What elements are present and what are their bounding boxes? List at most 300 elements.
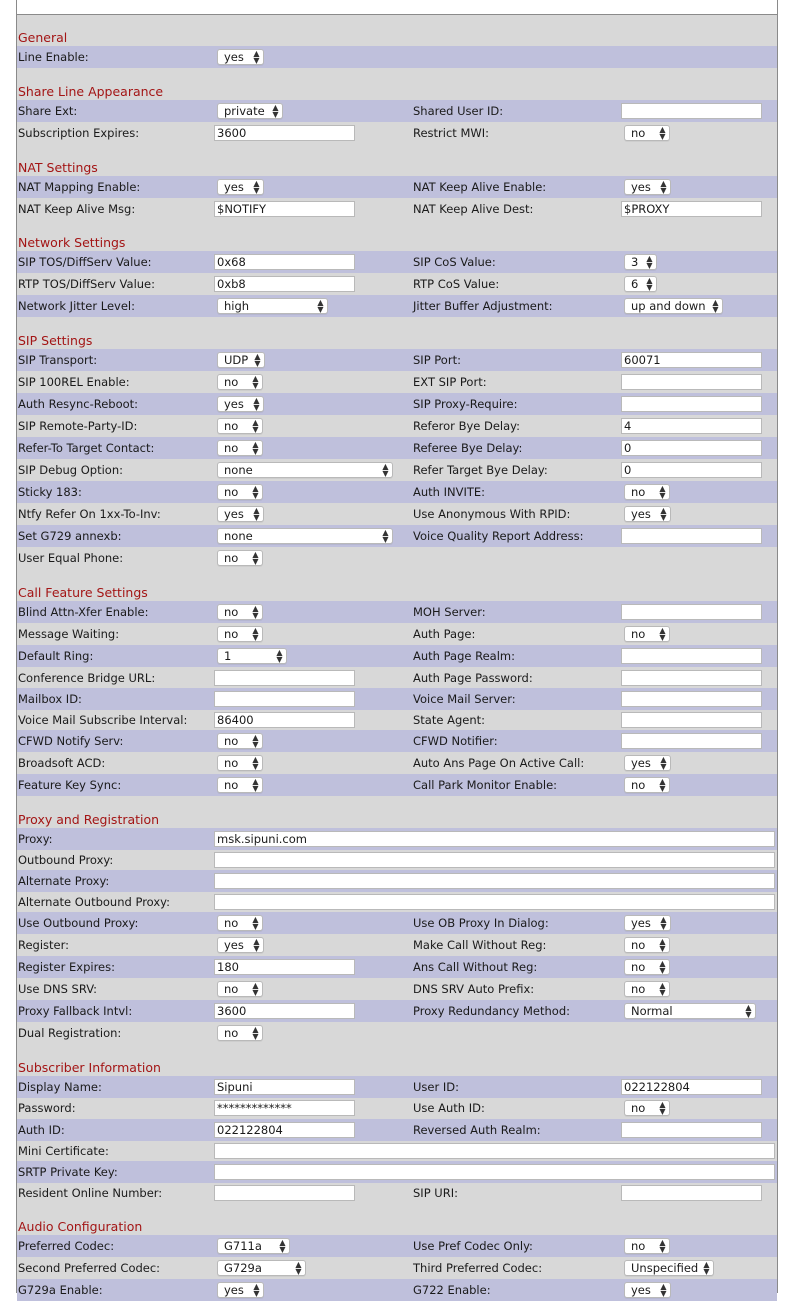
network-sip-cos-label: SIP CoS Value: (413, 255, 496, 269)
subscriber-password-label: Password: (18, 1101, 76, 1115)
sip-ext-port-input[interactable] (621, 374, 762, 390)
sip-auth-resync-select[interactable] (217, 396, 264, 412)
settings-row (17, 273, 777, 295)
top-bar (17, 0, 777, 15)
subscriber-auth-id-label: Auth ID: (18, 1123, 65, 1137)
settings-row (17, 709, 777, 731)
sip-auth-invite-selected-value: no (631, 485, 646, 499)
audio-g729a-enable-select[interactable] (217, 1282, 264, 1298)
subscriber-display-name-input[interactable]: Sipuni (214, 1079, 355, 1095)
updown-arrows-icon: ▲ ▼ (253, 1282, 260, 1298)
sip-referee-bye-input[interactable]: 0 (621, 440, 762, 456)
updown-arrows-icon: ▲ ▼ (646, 276, 653, 292)
settings-row (17, 912, 777, 934)
sip-anon-rpid-selected-value: yes (631, 507, 651, 521)
sip-auth-invite-select[interactable] (624, 484, 670, 500)
call-feature-call-park-monitor-selected-value: no (631, 778, 646, 792)
proxy-redundancy-method-select[interactable] (624, 1003, 756, 1019)
sip-anon-rpid-select[interactable] (624, 506, 671, 522)
nat-keep-alive-msg-label: NAT Keep Alive Msg: (18, 202, 136, 216)
updown-arrows-icon: ▲ ▼ (382, 528, 389, 544)
call-feature-cfwd-notify-serv-label: CFWD Notify Serv: (18, 734, 124, 748)
settings-row (17, 371, 777, 393)
share-line-subscription-expires-input[interactable]: 3600 (214, 125, 355, 141)
updown-arrows-icon: ▲ ▼ (253, 49, 260, 65)
sip-vq-report-input[interactable] (621, 528, 762, 544)
proxy-ob-in-dialog-label: Use OB Proxy In Dialog: (413, 916, 549, 930)
settings-row (17, 437, 777, 459)
subscriber-user-id-input[interactable]: 022122804 (621, 1079, 762, 1095)
network-sip-cos-selected-value: 3 (631, 255, 639, 269)
call-feature-moh-server-label: MOH Server: (413, 605, 486, 619)
section-title-sip: SIP Settings (18, 333, 93, 348)
call-feature-msg-waiting-selected-value: no (224, 627, 239, 641)
call-feature-call-park-monitor-select[interactable] (624, 777, 670, 793)
updown-arrows-icon: ▲ ▼ (660, 1282, 667, 1298)
sip-g729-annexb-selected-value: none (224, 529, 253, 543)
updown-arrows-icon: ▲ ▼ (659, 125, 666, 141)
audio-second-codec-select[interactable] (217, 1260, 306, 1276)
updown-arrows-icon: ▲ ▼ (254, 352, 261, 368)
proxy-dual-registration-label: Dual Registration: (18, 1026, 122, 1040)
updown-arrows-icon: ▲ ▼ (659, 777, 666, 793)
sip-user-equal-phone-select[interactable] (217, 550, 263, 566)
updown-arrows-icon: ▲ ▼ (745, 1003, 752, 1019)
general-line-enable-label: Line Enable: (18, 50, 89, 64)
call-feature-state-agent-label: State Agent: (413, 713, 486, 727)
proxy-alternate-proxy-input[interactable] (214, 873, 775, 889)
updown-arrows-icon: ▲ ▼ (295, 1260, 302, 1276)
subscriber-display-name-label: Display Name: (18, 1080, 102, 1094)
settings-row (17, 393, 777, 415)
proxy-redundancy-method-label: Proxy Redundancy Method: (413, 1004, 571, 1018)
sip-refer-target-bye-label: Refer Target Bye Delay: (413, 463, 548, 477)
subscriber-reversed-realm-label: Reversed Auth Realm: (413, 1123, 541, 1137)
proxy-proxy-label: Proxy: (18, 832, 53, 846)
settings-row (17, 688, 777, 710)
call-feature-auto-ans-page-selected-value: yes (631, 756, 651, 770)
settings-row (17, 100, 777, 122)
proxy-register-expires-label: Register Expires: (18, 960, 115, 974)
proxy-register-expires-input[interactable]: 180 (214, 959, 355, 975)
sip-refer-to-target-selected-value: no (224, 441, 239, 455)
call-feature-auth-page-realm-label: Auth Page Realm: (413, 649, 515, 663)
call-feature-blind-xfer-selected-value: no (224, 605, 239, 619)
proxy-fallback-intvl-input[interactable]: 3600 (214, 1003, 355, 1019)
sip-sticky183-label: Sticky 183: (18, 485, 82, 499)
network-jitter-level-selected-value: high (224, 299, 250, 313)
network-sip-tos-input[interactable]: 0x68 (214, 254, 355, 270)
proxy-redundancy-method-selected-value: Normal (631, 1004, 673, 1018)
updown-arrows-icon: ▲ ▼ (317, 298, 324, 314)
updown-arrows-icon: ▲ ▼ (659, 1100, 666, 1116)
updown-arrows-icon: ▲ ▼ (659, 484, 666, 500)
call-feature-default-ring-label: Default Ring: (18, 649, 94, 663)
call-feature-mailbox-id-label: Mailbox ID: (18, 692, 82, 706)
share-line-shared-user-id-label: Shared User ID: (413, 104, 504, 118)
nat-keep-alive-enable-select[interactable] (624, 179, 671, 195)
subscriber-auth-id-input[interactable]: 022122804 (214, 1122, 355, 1138)
share-line-shared-user-id-input[interactable] (621, 103, 762, 119)
sip-proxy-require-input[interactable] (621, 396, 762, 412)
settings-row (17, 1182, 777, 1204)
network-rtp-tos-label: RTP TOS/DiffServ Value: (18, 277, 156, 291)
settings-row (17, 870, 777, 892)
subscriber-use-auth-id-select[interactable] (624, 1100, 670, 1116)
updown-arrows-icon: ▲ ▼ (703, 1260, 710, 1276)
subscriber-reversed-realm-input[interactable] (621, 1122, 762, 1138)
proxy-register-selected-value: yes (224, 938, 244, 952)
subscriber-sip-uri-input[interactable] (621, 1185, 762, 1201)
proxy-make-call-without-reg-label: Make Call Without Reg: (413, 938, 547, 952)
updown-arrows-icon: ▲ ▼ (660, 506, 667, 522)
proxy-ans-call-without-reg-selected-value: no (631, 960, 646, 974)
settings-row (17, 752, 777, 774)
audio-g722-enable-label: G722 Enable: (413, 1283, 491, 1297)
sip-remote-party-select[interactable] (217, 418, 263, 434)
call-feature-broadsoft-acd-select[interactable] (217, 755, 263, 771)
settings-row (17, 1257, 777, 1279)
updown-arrows-icon: ▲ ▼ (252, 755, 259, 771)
call-feature-auth-page-password-label: Auth Page Password: (413, 671, 533, 685)
sip-debug-option-label: SIP Debug Option: (18, 463, 124, 477)
call-feature-cfwd-notify-serv-select[interactable] (217, 733, 263, 749)
sip-ntfy-refer-select[interactable] (217, 506, 264, 522)
call-feature-state-agent-input[interactable] (621, 712, 762, 728)
share-line-share-ext-select[interactable] (217, 103, 283, 119)
share-line-subscription-expires-label: Subscription Expires: (18, 126, 140, 140)
subscriber-password-input[interactable]: ************* (214, 1100, 355, 1116)
updown-arrows-icon: ▲ ▼ (659, 937, 666, 953)
section-title-nat: NAT Settings (18, 160, 98, 175)
audio-preferred-codec-selected-value: G711a (224, 1239, 262, 1253)
settings-row (17, 1097, 777, 1119)
sip-referor-bye-label: Referor Bye Delay: (413, 419, 521, 433)
updown-arrows-icon: ▲ ▼ (252, 733, 259, 749)
settings-row (17, 46, 777, 68)
sip-debug-option-select[interactable] (217, 462, 393, 478)
updown-arrows-icon: ▲ ▼ (253, 179, 260, 195)
call-feature-vm-server-input[interactable] (621, 691, 762, 707)
sip-rel100-label: SIP 100REL Enable: (18, 375, 130, 389)
updown-arrows-icon: ▲ ▼ (252, 1025, 259, 1041)
updown-arrows-icon: ▲ ▼ (252, 550, 259, 566)
call-feature-auth-page-password-input[interactable] (621, 670, 762, 686)
settings-row (17, 1000, 777, 1022)
call-feature-conf-bridge-input[interactable] (214, 670, 355, 686)
proxy-register-select[interactable] (217, 937, 264, 953)
audio-second-codec-label: Second Preferred Codec: (18, 1261, 161, 1275)
call-feature-call-park-monitor-label: Call Park Monitor Enable: (413, 778, 558, 792)
proxy-dual-registration-selected-value: no (224, 1026, 239, 1040)
sip-referee-bye-label: Referee Bye Delay: (413, 441, 523, 455)
updown-arrows-icon: ▲ ▼ (279, 1238, 286, 1254)
updown-arrows-icon: ▲ ▼ (712, 298, 719, 314)
subscriber-srtp-key-label: SRTP Private Key: (18, 1165, 118, 1179)
settings-row (17, 730, 777, 752)
settings-row (17, 459, 777, 481)
call-feature-cfwd-notify-serv-selected-value: no (224, 734, 239, 748)
updown-arrows-icon: ▲ ▼ (660, 915, 667, 931)
updown-arrows-icon: ▲ ▼ (252, 418, 259, 434)
updown-arrows-icon: ▲ ▼ (276, 648, 283, 664)
settings-row (17, 349, 777, 371)
audio-use-pref-only-selected-value: no (631, 1239, 646, 1253)
subscriber-user-id-label: User ID: (413, 1080, 459, 1094)
settings-row (17, 601, 777, 623)
settings-row (17, 1235, 777, 1257)
section-title-network: Network Settings (18, 235, 126, 250)
sip-proxy-require-label: SIP Proxy-Require: (413, 397, 518, 411)
call-feature-auth-page-realm-input[interactable] (621, 648, 762, 664)
proxy-outbound-proxy-input[interactable] (214, 852, 775, 868)
settings-row (17, 774, 777, 796)
proxy-make-call-without-reg-select[interactable] (624, 937, 670, 953)
proxy-proxy-input[interactable]: msk.sipuni.com (214, 831, 775, 847)
call-feature-cfwd-notifier-label: CFWD Notifier: (413, 734, 498, 748)
audio-preferred-codec-select[interactable] (217, 1238, 290, 1254)
updown-arrows-icon: ▲ ▼ (659, 626, 666, 642)
sip-sticky183-select[interactable] (217, 484, 263, 500)
audio-g729a-enable-selected-value: yes (224, 1283, 244, 1297)
section-title-audio: Audio Configuration (18, 1219, 143, 1234)
proxy-ob-in-dialog-selected-value: yes (631, 916, 651, 930)
proxy-fallback-intvl-label: Proxy Fallback Intvl: (18, 1004, 133, 1018)
call-feature-vm-subscribe-input[interactable]: 86400 (214, 712, 355, 728)
proxy-register-label: Register: (18, 938, 70, 952)
proxy-use-dns-srv-selected-value: no (224, 982, 239, 996)
sip-debug-option-selected-value: none (224, 463, 253, 477)
nat-keep-alive-enable-selected-value: yes (631, 180, 651, 194)
network-jitter-adjust-selected-value: up and down (631, 299, 706, 313)
call-feature-auto-ans-page-select[interactable] (624, 755, 671, 771)
sip-auth-resync-selected-value: yes (224, 397, 244, 411)
audio-third-codec-label: Third Preferred Codec: (413, 1261, 543, 1275)
settings-row (17, 198, 777, 220)
sip-sticky183-selected-value: no (224, 485, 239, 499)
settings-row (17, 481, 777, 503)
sip-vq-report-label: Voice Quality Report Address: (413, 529, 584, 543)
settings-row (17, 623, 777, 645)
sip-port-input[interactable]: 60071 (621, 352, 762, 368)
settings-row (17, 645, 777, 667)
settings-row (17, 891, 777, 913)
settings-row (17, 415, 777, 437)
share-line-share-ext-selected-value: private (224, 104, 265, 118)
proxy-dual-registration-select[interactable] (217, 1025, 263, 1041)
call-feature-msg-waiting-select[interactable] (217, 626, 263, 642)
subscriber-srtp-key-input[interactable] (214, 1164, 775, 1180)
network-jitter-adjust-label: Jitter Buffer Adjustment: (413, 299, 553, 313)
nat-mapping-enable-select[interactable] (217, 179, 264, 195)
audio-use-pref-only-label: Use Pref Codec Only: (413, 1239, 533, 1253)
sip-rel100-select[interactable] (217, 374, 263, 390)
updown-arrows-icon: ▲ ▼ (252, 604, 259, 620)
sip-g729-annexb-select[interactable] (217, 528, 393, 544)
sip-auth-invite-label: Auth INVITE: (413, 485, 486, 499)
proxy-dns-srv-prefix-selected-value: no (631, 982, 646, 996)
settings-row (17, 934, 777, 956)
settings-row (17, 1161, 777, 1183)
call-feature-feature-key-sync-selected-value: no (224, 778, 239, 792)
updown-arrows-icon: ▲ ▼ (659, 959, 666, 975)
proxy-use-outbound-label: Use Outbound Proxy: (18, 916, 139, 930)
audio-preferred-codec-label: Preferred Codec: (18, 1239, 115, 1253)
sip-referor-bye-input[interactable]: 4 (621, 418, 762, 434)
call-feature-msg-waiting-label: Message Waiting: (18, 627, 120, 641)
sip-transport-select[interactable] (217, 352, 265, 368)
settings-row (17, 1022, 777, 1044)
call-feature-auto-ans-page-label: Auto Ans Page On Active Call: (413, 756, 585, 770)
sip-transport-label: SIP Transport: (18, 353, 98, 367)
settings-row (17, 525, 777, 547)
proxy-ob-in-dialog-select[interactable] (624, 915, 671, 931)
settings-row (17, 1119, 777, 1141)
sip-ntfy-refer-selected-value: yes (224, 507, 244, 521)
proxy-make-call-without-reg-selected-value: no (631, 938, 646, 952)
settings-row (17, 1279, 777, 1301)
settings-row (17, 849, 777, 871)
share-line-restrict-mwi-selected-value: no (631, 126, 646, 140)
share-line-share-ext-label: Share Ext: (18, 104, 78, 118)
sip-auth-resync-label: Auth Resync-Reboot: (18, 397, 139, 411)
proxy-ans-call-without-reg-label: Ans Call Without Reg: (413, 960, 538, 974)
sip-user-equal-phone-label: User Equal Phone: (18, 551, 124, 565)
sip-transport-selected-value: UDP (224, 353, 249, 367)
proxy-ans-call-without-reg-select[interactable] (624, 959, 670, 975)
proxy-use-dns-srv-select[interactable] (217, 981, 263, 997)
updown-arrows-icon: ▲ ▼ (252, 484, 259, 500)
updown-arrows-icon: ▲ ▼ (252, 626, 259, 642)
sip-refer-to-target-label: Refer-To Target Contact: (18, 441, 155, 455)
call-feature-vm-subscribe-label: Voice Mail Subscribe Interval: (18, 713, 188, 727)
proxy-use-dns-srv-label: Use DNS SRV: (18, 982, 98, 996)
general-line-enable-selected-value: yes (224, 50, 244, 64)
updown-arrows-icon: ▲ ▼ (252, 374, 259, 390)
call-feature-mailbox-id-input[interactable] (214, 691, 355, 707)
updown-arrows-icon: ▲ ▼ (382, 462, 389, 478)
proxy-outbound-proxy-label: Outbound Proxy: (18, 853, 114, 867)
subscriber-resident-number-label: Resident Online Number: (18, 1186, 163, 1200)
section-title-general: General (18, 30, 68, 45)
subscriber-sip-uri-label: SIP URI: (413, 1186, 458, 1200)
general-line-enable-select[interactable] (217, 49, 264, 65)
sip-remote-party-label: SIP Remote-Party-ID: (18, 419, 138, 433)
call-feature-auth-page-label: Auth Page: (413, 627, 476, 641)
settings-row (17, 1140, 777, 1162)
sip-ntfy-refer-label: Ntfy Refer On 1xx-To-Inv: (18, 507, 161, 521)
settings-row (17, 1076, 777, 1098)
proxy-alternate-outbound-input[interactable] (214, 894, 775, 910)
settings-row (17, 956, 777, 978)
section-title-subscriber: Subscriber Information (18, 1060, 161, 1075)
updown-arrows-icon: ▲ ▼ (252, 981, 259, 997)
subscriber-resident-number-input[interactable] (214, 1185, 355, 1201)
nat-keep-alive-dest-label: NAT Keep Alive Dest: (413, 202, 534, 216)
subscriber-use-auth-id-label: Use Auth ID: (413, 1101, 485, 1115)
section-title-call-feature: Call Feature Settings (18, 585, 148, 600)
network-sip-cos-select[interactable] (624, 254, 657, 270)
updown-arrows-icon: ▲ ▼ (253, 396, 260, 412)
sip-ext-port-label: EXT SIP Port: (413, 375, 487, 389)
settings-row (17, 978, 777, 1000)
nat-keep-alive-msg-input[interactable]: $NOTIFY (214, 201, 355, 217)
updown-arrows-icon: ▲ ▼ (252, 915, 259, 931)
proxy-use-outbound-selected-value: no (224, 916, 239, 930)
section-title-proxy: Proxy and Registration (18, 812, 160, 827)
nat-keep-alive-dest-input[interactable]: $PROXY (621, 201, 762, 217)
call-feature-cfwd-notifier-input[interactable] (621, 733, 762, 749)
proxy-use-outbound-select[interactable] (217, 915, 263, 931)
network-rtp-cos-label: RTP CoS Value: (413, 277, 500, 291)
updown-arrows-icon: ▲ ▼ (252, 777, 259, 793)
settings-page (16, 0, 778, 1298)
updown-arrows-icon: ▲ ▼ (659, 1238, 666, 1254)
network-jitter-adjust-select[interactable] (624, 298, 723, 314)
proxy-dns-srv-prefix-select[interactable] (624, 981, 670, 997)
subscriber-mini-cert-label: Mini Certificate: (18, 1144, 109, 1158)
updown-arrows-icon: ▲ ▼ (660, 755, 667, 771)
section-title-share-line: Share Line Appearance (18, 84, 164, 99)
audio-use-pref-only-select[interactable] (624, 1238, 670, 1254)
network-rtp-cos-select[interactable] (624, 276, 657, 292)
audio-g722-enable-select[interactable] (624, 1282, 671, 1298)
call-feature-auth-page-select[interactable] (624, 626, 670, 642)
nat-mapping-enable-selected-value: yes (224, 180, 244, 194)
share-line-restrict-mwi-label: Restrict MWI: (413, 126, 490, 140)
updown-arrows-icon: ▲ ▼ (660, 179, 667, 195)
settings-row (17, 251, 777, 273)
nat-keep-alive-enable-label: NAT Keep Alive Enable: (413, 180, 547, 194)
call-feature-moh-server-input[interactable] (621, 604, 762, 620)
network-jitter-level-label: Network Jitter Level: (18, 299, 135, 313)
settings-row (17, 295, 777, 317)
subscriber-use-auth-id-selected-value: no (631, 1101, 646, 1115)
sip-anon-rpid-label: Use Anonymous With RPID: (413, 507, 571, 521)
settings-row (17, 176, 777, 198)
updown-arrows-icon: ▲ ▼ (253, 937, 260, 953)
sip-rel100-selected-value: no (224, 375, 239, 389)
sip-refer-to-target-select[interactable] (217, 440, 263, 456)
sip-refer-target-bye-input[interactable]: 0 (621, 462, 762, 478)
call-feature-feature-key-sync-label: Feature Key Sync: (18, 778, 122, 792)
network-jitter-level-select[interactable] (217, 298, 328, 314)
network-rtp-tos-input[interactable]: 0xb8 (214, 276, 355, 292)
network-sip-tos-label: SIP TOS/DiffServ Value: (18, 255, 152, 269)
call-feature-auth-page-selected-value: no (631, 627, 646, 641)
call-feature-blind-xfer-label: Blind Attn-Xfer Enable: (18, 605, 149, 619)
proxy-alternate-outbound-label: Alternate Outbound Proxy: (18, 895, 171, 909)
call-feature-blind-xfer-select[interactable] (217, 604, 263, 620)
settings-row (17, 667, 777, 689)
proxy-dns-srv-prefix-label: DNS SRV Auto Prefix: (413, 982, 535, 996)
settings-row (17, 547, 777, 569)
audio-third-codec-select[interactable] (624, 1260, 714, 1276)
sip-g729-annexb-label: Set G729 annexb: (18, 529, 122, 543)
nat-mapping-enable-label: NAT Mapping Enable: (18, 180, 141, 194)
sip-remote-party-selected-value: no (224, 419, 239, 433)
audio-g722-enable-selected-value: yes (631, 1283, 651, 1297)
audio-second-codec-selected-value: G729a (224, 1261, 262, 1275)
call-feature-default-ring-select[interactable] (217, 648, 287, 664)
updown-arrows-icon: ▲ ▼ (659, 981, 666, 997)
updown-arrows-icon: ▲ ▼ (252, 440, 259, 456)
call-feature-feature-key-sync-select[interactable] (217, 777, 263, 793)
share-line-restrict-mwi-select[interactable] (624, 125, 670, 141)
sip-user-equal-phone-selected-value: no (224, 551, 239, 565)
subscriber-mini-cert-input[interactable] (214, 1143, 775, 1159)
settings-row (17, 828, 777, 850)
